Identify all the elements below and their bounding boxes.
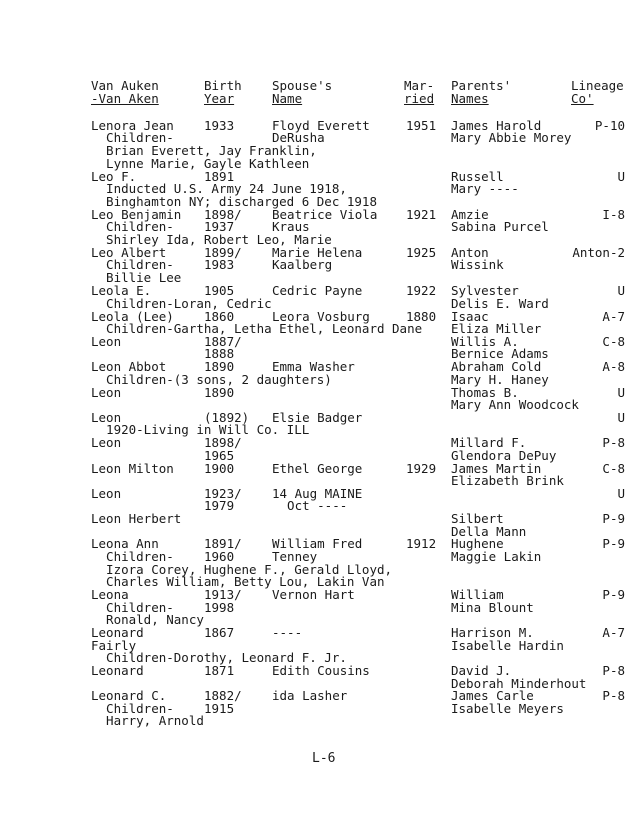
entry-parents: Della Mann xyxy=(451,524,527,539)
entry-name: Leona xyxy=(91,587,129,602)
entry-spouse: ---- xyxy=(272,625,303,640)
entry-parents: Abraham Cold xyxy=(451,359,542,374)
entry-name: Leona Ann xyxy=(91,536,159,551)
entry-parents: Sabina Purcel xyxy=(451,219,549,234)
entry-name: Leon Abbot xyxy=(91,359,167,374)
entry-spouse: Leora Vosburg xyxy=(272,309,370,324)
entry-name: Shirley Ida, Robert Leo, Marie xyxy=(91,232,332,247)
entry-year: 1890 xyxy=(204,359,235,374)
entry-lineage: U xyxy=(617,169,625,184)
entry-parents: Elizabeth Brink xyxy=(451,473,564,488)
entry-name: Leola (Lee) xyxy=(91,309,174,324)
entry-name: Lynne Marie, Gayle Kathleen xyxy=(91,156,310,171)
entry-parents: Mary ---- xyxy=(451,181,519,196)
entry-year: 1898/ xyxy=(204,207,242,222)
entry-name: Leonard xyxy=(91,625,144,640)
entry-spouse: 14 Aug MAINE xyxy=(272,486,363,501)
entry-name: Brian Everett, Jay Franklin, xyxy=(91,143,317,158)
entry-name: 1920-Living in Will Co. ILL xyxy=(91,422,310,437)
entry-lineage: A-7 xyxy=(602,625,625,640)
entry-married: 1925 xyxy=(406,245,437,260)
entry-lineage: A-7 xyxy=(602,309,625,324)
entry-lineage: P-9 xyxy=(602,511,625,526)
entry-parents: Russell xyxy=(451,169,504,184)
entry-year: 1933 xyxy=(204,118,235,133)
entry-lineage: I-8 xyxy=(602,207,625,222)
entry-parents: Harrison M. xyxy=(451,625,534,640)
entry-year: 1899/ xyxy=(204,245,242,260)
entry-year: 1915 xyxy=(204,701,235,716)
entry-year: 1900 xyxy=(204,461,235,476)
entry-spouse: Kaalberg xyxy=(272,257,333,272)
entry-lineage: C-8 xyxy=(602,334,625,349)
entry-name: Harry, Arnold xyxy=(91,713,204,728)
header-van-auken-line1: Van Auken xyxy=(91,78,159,93)
entry-name: Children-Loran, Cedric xyxy=(91,296,272,311)
header-spouse-name-line1: Spouse's xyxy=(272,78,333,93)
header-birth-year-line2: Year xyxy=(204,91,235,106)
entry-parents: James Harold xyxy=(451,118,542,133)
entry-year: 1905 xyxy=(204,283,235,298)
entry-spouse: Beatrice Viola xyxy=(272,207,378,222)
entry-married: 1921 xyxy=(406,207,437,222)
entry-parents: Mary H. Haney xyxy=(451,372,549,387)
entry-spouse: ida Lasher xyxy=(272,688,348,703)
entry-year: 1965 xyxy=(204,448,235,463)
entry-name: Leon xyxy=(91,435,122,450)
entry-married: 1951 xyxy=(406,118,437,133)
header-married-line1: Mar- xyxy=(404,78,435,93)
entry-spouse: Tenney xyxy=(272,549,318,564)
entry-parents: Sylvester xyxy=(451,283,519,298)
entry-spouse: DeRusha xyxy=(272,130,325,145)
entry-lineage: P-9 xyxy=(602,536,625,551)
entry-name: Ronald, Nancy xyxy=(91,612,204,627)
entry-lineage: C-8 xyxy=(602,461,625,476)
entry-name: Inducted U.S. Army 24 June 1918, xyxy=(91,181,347,196)
entry-name: Children- xyxy=(91,701,174,716)
entry-parents: David J. xyxy=(451,663,512,678)
entry-year: 1890 xyxy=(204,385,235,400)
entry-name: Izora Corey, Hughene F., Gerald Lloyd, xyxy=(91,562,393,577)
entry-spouse: Kraus xyxy=(272,219,310,234)
entry-year: 1860 xyxy=(204,309,235,324)
entry-parents: Amzie xyxy=(451,207,489,222)
entry-parents: Mina Blount xyxy=(451,600,534,615)
entry-spouse: Vernon Hart xyxy=(272,587,355,602)
entry-lineage: U xyxy=(617,283,625,298)
entry-name: Children- xyxy=(91,219,174,234)
entry-parents: William xyxy=(451,587,504,602)
entry-parents: Isaac xyxy=(451,309,489,324)
entry-lineage: P-9 xyxy=(602,587,625,602)
entry-name: Leon Milton xyxy=(91,461,174,476)
entry-year: 1891/ xyxy=(204,536,242,551)
entry-name: Leon xyxy=(91,410,122,425)
header-birth-year-line1: Birth xyxy=(204,78,242,93)
entry-parents: Isabelle Meyers xyxy=(451,701,564,716)
entry-name: Leo F. xyxy=(91,169,137,184)
entry-lineage: A-8 xyxy=(602,359,625,374)
entry-year: (1892) xyxy=(204,410,250,425)
header-spouse-name-line2: Name xyxy=(272,91,303,106)
entry-spouse: Edith Cousins xyxy=(272,663,370,678)
entry-spouse: William Fred xyxy=(272,536,363,551)
entry-parents: Maggie Lakin xyxy=(451,549,542,564)
entry-name: Fairly xyxy=(91,638,137,653)
entry-parents: Silbert xyxy=(451,511,504,526)
entry-parents: James Martin xyxy=(451,461,542,476)
entry-name: Binghamton NY; discharged 6 Dec 1918 xyxy=(91,194,377,209)
entry-lineage: P-8 xyxy=(602,435,625,450)
entry-parents: Isabelle Hardin xyxy=(451,638,564,653)
entry-year: 1913/ xyxy=(204,587,242,602)
entry-year: 1891 xyxy=(204,169,235,184)
header-lineage-code-line1: Lineage xyxy=(571,78,624,93)
header-married-line2: ried xyxy=(404,91,435,106)
entry-name: Leola E. xyxy=(91,283,152,298)
entry-lineage: U xyxy=(617,410,625,425)
entry-spouse: Emma Washer xyxy=(272,359,355,374)
entry-name: Children-(3 sons, 2 daughters) xyxy=(91,372,332,387)
entry-spouse: Floyd Everett xyxy=(272,118,370,133)
entry-spouse: Cedric Payne xyxy=(272,283,363,298)
header-parents-names-line1: Parents' xyxy=(451,78,512,93)
entry-married: 1929 xyxy=(406,461,437,476)
entry-spouse: Oct ---- xyxy=(272,498,348,513)
entry-married: 1912 xyxy=(406,536,437,551)
entry-name: Leo Albert xyxy=(91,245,167,260)
entry-year: 1898/ xyxy=(204,435,242,450)
entry-name: Lenora Jean xyxy=(91,118,174,133)
entry-name: Leonard C. xyxy=(91,688,167,703)
entry-name: Children-Dorothy, Leonard F. Jr. xyxy=(91,650,347,665)
entry-name: Leon xyxy=(91,385,122,400)
entry-parents: Deborah Minderhout xyxy=(451,676,587,691)
page-number: L-6 xyxy=(312,751,336,766)
entry-parents: Willis A. xyxy=(451,334,519,349)
entry-lineage: P-10 xyxy=(594,118,625,133)
entry-year: 1998 xyxy=(204,600,235,615)
header-van-auken-line2: -Van Aken xyxy=(91,91,159,106)
entry-name: Leonard xyxy=(91,663,144,678)
entry-name: Children-Gartha, Letha Ethel, Leonard Dane xyxy=(91,321,423,336)
entry-parents: Delis E. Ward xyxy=(451,296,549,311)
entry-lineage: Anton-2 xyxy=(572,245,625,260)
entry-lineage: U xyxy=(617,486,625,501)
entry-year: 1887/ xyxy=(204,334,242,349)
entry-spouse: Marie Helena xyxy=(272,245,363,260)
entry-name: Children- xyxy=(91,549,174,564)
entry-parents: Glendora DePuy xyxy=(451,448,557,463)
entry-married: 1880 xyxy=(406,309,437,324)
entry-name: Leon Herbert xyxy=(91,511,182,526)
entry-name: Billie Lee xyxy=(91,270,182,285)
entry-name: Leon xyxy=(91,486,122,501)
entry-parents: Thomas B. xyxy=(451,385,519,400)
entry-year: 1937 xyxy=(204,219,235,234)
entry-married: 1922 xyxy=(406,283,437,298)
entry-parents: Anton xyxy=(451,245,489,260)
entry-year: 1979 xyxy=(204,498,235,513)
entry-year: 1871 xyxy=(204,663,235,678)
entry-year: 1960 xyxy=(204,549,235,564)
entry-spouse: Ethel George xyxy=(272,461,363,476)
entry-spouse: Elsie Badger xyxy=(272,410,363,425)
entry-parents: Hughene xyxy=(451,536,504,551)
entry-name: Charles William, Betty Lou, Lakin Van xyxy=(91,574,385,589)
entry-name: Children- xyxy=(91,257,174,272)
entry-year: 1983 xyxy=(204,257,235,272)
entry-lineage: P-8 xyxy=(602,688,625,703)
entry-name: Children- xyxy=(91,600,174,615)
entry-name: Leon xyxy=(91,334,122,349)
entry-year: 1882/ xyxy=(204,688,242,703)
entry-year: 1888 xyxy=(204,346,235,361)
entry-parents: Bernice Adams xyxy=(451,346,549,361)
entry-year: 1923/ xyxy=(204,486,242,501)
entry-lineage: P-8 xyxy=(602,663,625,678)
entry-year: 1867 xyxy=(204,625,235,640)
entry-parents: James Carle xyxy=(451,688,534,703)
entry-parents: Mary Abbie Morey xyxy=(451,130,572,145)
entry-parents: Eliza Miller xyxy=(451,321,542,336)
entry-name: Children- xyxy=(91,130,174,145)
header-parents-names-line2: Names xyxy=(451,91,489,106)
entry-lineage: U xyxy=(617,385,625,400)
header-lineage-code-line2: Co' xyxy=(571,91,594,106)
entry-parents: Wissink xyxy=(451,257,504,272)
entry-name: Leo Benjamin xyxy=(91,207,182,222)
entry-parents: Mary Ann Woodcock xyxy=(451,397,579,412)
entry-parents: Millard F. xyxy=(451,435,527,450)
